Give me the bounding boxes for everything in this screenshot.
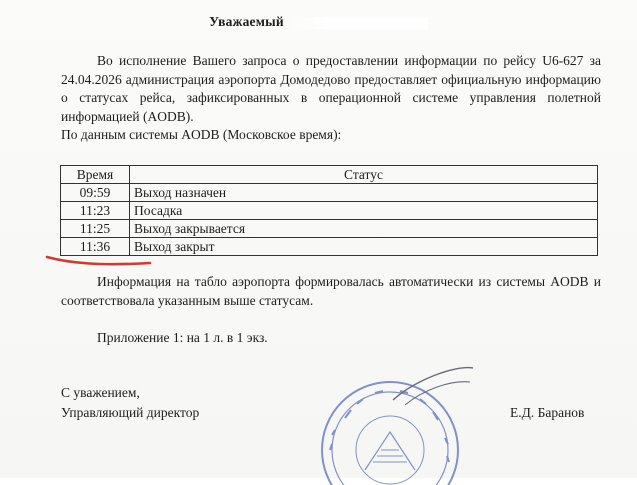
table-row [61,184,598,202]
redacted-name [288,17,428,29]
aodb-note: По данным системы AODB (Московское время): [61,127,342,142]
row-status: Выход закрывается [130,220,598,238]
table-row [61,202,598,220]
header-status: Статус [130,166,598,184]
row-time: 11:25 [61,220,130,238]
row-time: 11:36 [61,238,130,256]
greeting-text: Уважаемый [209,14,284,29]
row-status: Выход назначен [130,184,598,202]
table-row [61,220,598,238]
board-info-paragraph: Информация на табло аэропорта формировалась автоматически из системы AODB и соответствовала указанным выше статусам. [61,274,601,308]
intro-paragraph: Во исполнение Вашего запроса о предоставлении информации по рейсу U6-627 за 24.04.2026 администрация аэропорта Домодедово предоставляет официальную информацию о статусах рейса, зафиксированных в операционной системе управления полетной информацией (AODB). [61,53,601,124]
closing-regards: С уважением, [61,385,140,400]
greeting-line [0,14,637,30]
status-table [60,165,598,256]
row-status: Посадка [130,202,598,220]
row-time: 09:59 [61,184,130,202]
stamp-seal [305,360,475,485]
row-time: 11:23 [61,202,130,220]
closing-position: Управляющий директор [61,405,200,420]
attachment-note: Приложение 1: на 1 л. в 1 экз. [97,330,268,345]
header-time: Время [61,166,130,184]
red-underline-mark [44,248,154,268]
signer-name: Е.Д. Баранов [510,405,585,420]
row-status: Выход закрыт [130,238,598,256]
status-table-header-row [61,166,598,184]
